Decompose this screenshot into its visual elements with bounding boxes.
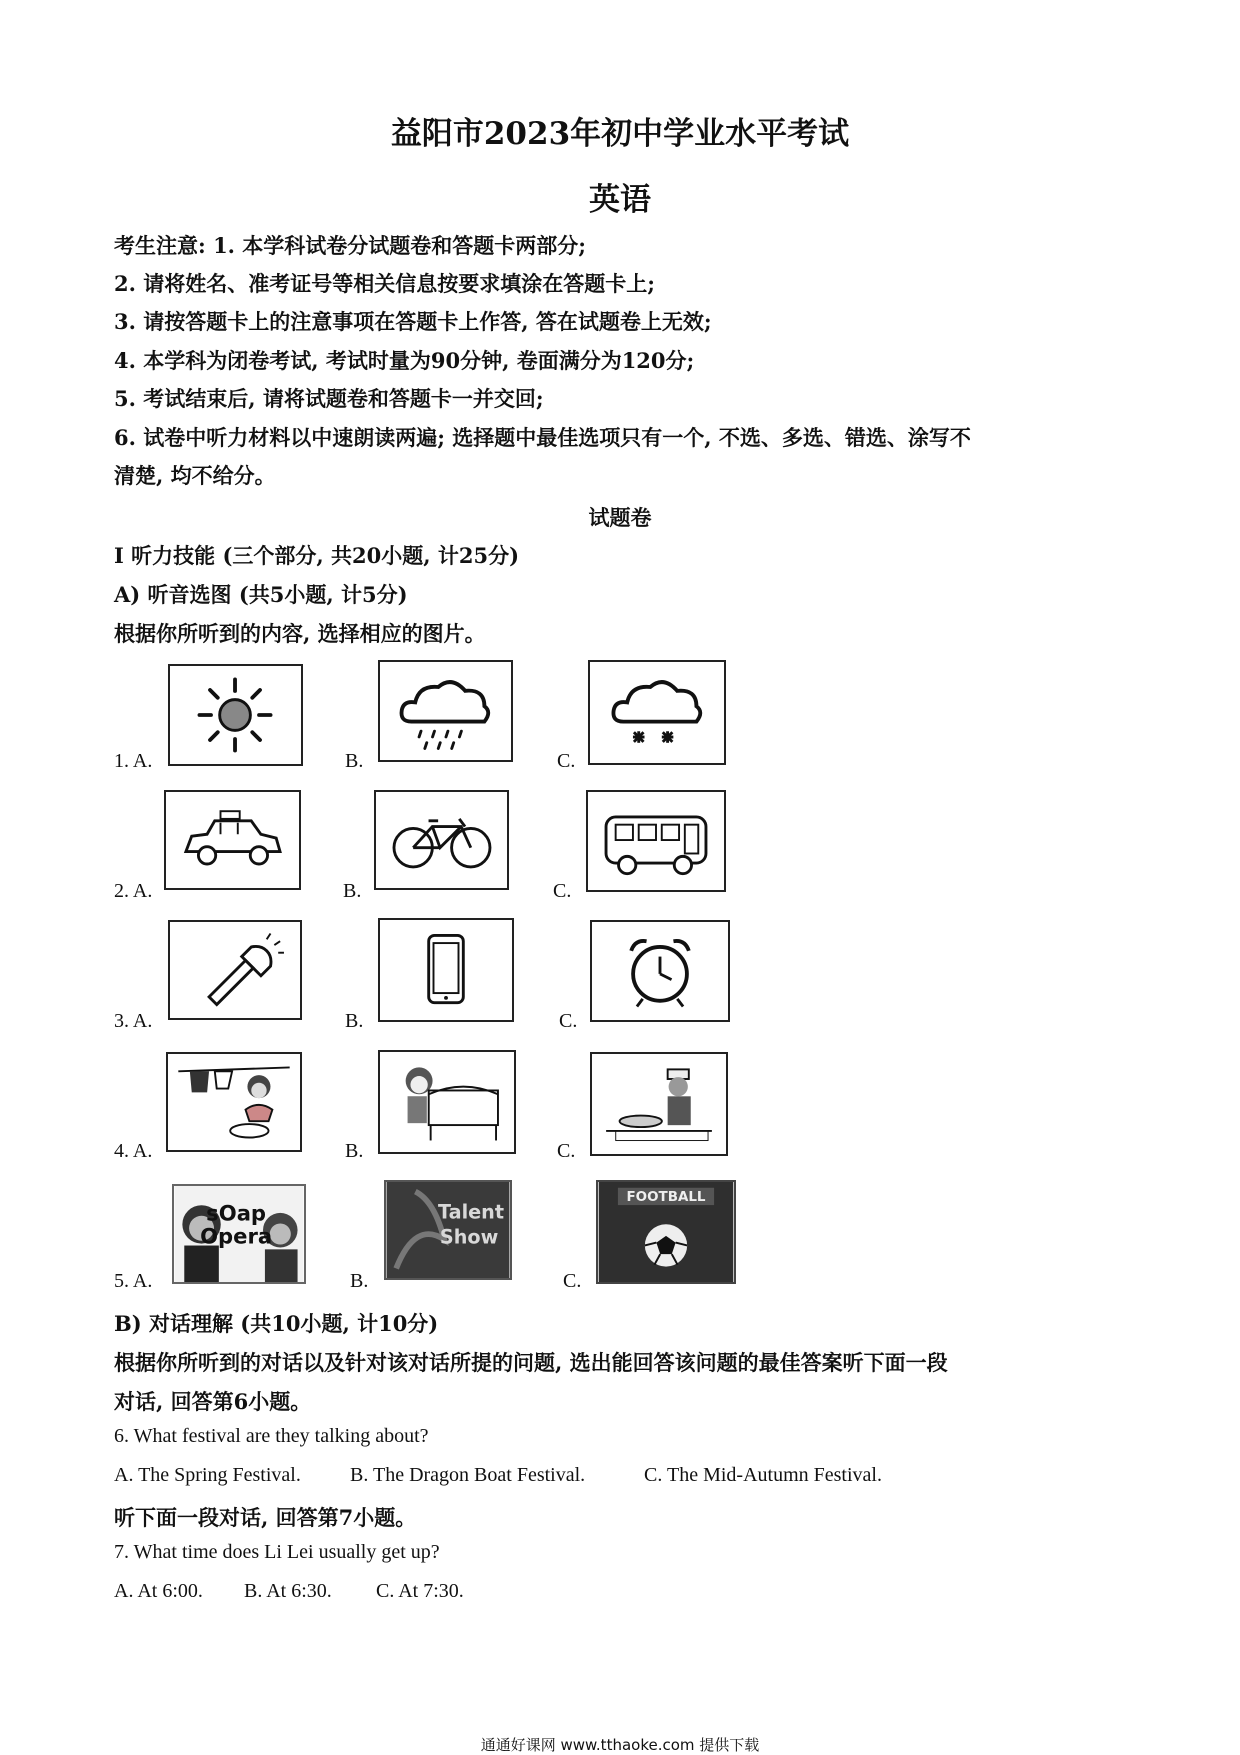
alarm-clock-icon: [590, 920, 730, 1022]
option-label: C.: [559, 1010, 578, 1032]
sectionA-title: A) 听音选图 (共5小题, 计5分): [114, 582, 408, 607]
talent-show-poster: [384, 1180, 512, 1280]
q7-option-c: C. At 7:30.: [376, 1580, 464, 1602]
notice-line: 6. 试卷中听力材料以中速朗读两遍; 选择题中最佳选项只有一个, 不选、多选、错选、涂写不: [114, 425, 971, 450]
flashlight-icon: [168, 920, 302, 1020]
question-7: 7. What time does Li Lei usually get up?: [114, 1541, 440, 1563]
sun-icon: [168, 664, 303, 766]
exam-title: 益阳市2023年初中学业水平考试: [390, 116, 850, 152]
sectionA-instruction: 根据你所听到的内容, 选择相应的图片。: [114, 621, 486, 646]
q6-option-a: A. The Spring Festival.: [114, 1464, 301, 1486]
q6-option-b: B. The Dragon Boat Festival.: [350, 1464, 586, 1486]
option-label: B.: [345, 1010, 364, 1032]
q7-intro: 听下面一段对话, 回答第7小题。: [114, 1505, 417, 1530]
option-label: 5. A.: [114, 1270, 153, 1292]
sectionB-instruction: 根据你所听到的对话以及针对该对话所提的问题, 选出能回答该问题的最佳答案听下面一段: [114, 1350, 948, 1375]
q7-option-a: A. At 6:00.: [114, 1580, 203, 1602]
question-6: 6. What festival are they talking about?: [114, 1425, 429, 1447]
poster-text: sOap: [206, 1200, 267, 1226]
poster-text: Opera: [200, 1223, 273, 1249]
notice-line: 5. 考试结束后, 请将试题卷和答题卡一并交回;: [114, 386, 544, 411]
option-label: 1. A.: [114, 750, 153, 772]
option-label: B.: [343, 880, 362, 902]
taxi-icon: [164, 790, 301, 890]
rain-cloud-icon: [378, 660, 513, 762]
making-bed-image: [378, 1050, 516, 1154]
option-label: 3. A.: [114, 1010, 153, 1032]
paper-label: 试题卷: [588, 505, 652, 530]
snow-cloud-icon: [588, 660, 726, 765]
notice-line: 清楚, 均不给分。: [114, 463, 276, 488]
option-label: B.: [350, 1270, 369, 1292]
subject-title: 英语: [589, 182, 651, 218]
part1-title: I 听力技能 (三个部分, 共20小题, 计25分): [114, 543, 520, 568]
option-label: C.: [557, 1140, 576, 1162]
q6-option-c: C. The Mid-Autumn Festival.: [644, 1464, 882, 1486]
washing-dishes-image: [590, 1052, 728, 1156]
sectionB-instruction: 对话, 回答第6小题。: [114, 1389, 312, 1414]
option-label: C.: [563, 1270, 582, 1292]
washing-clothes-image: [166, 1052, 302, 1152]
sectionB-title: B) 对话理解 (共10小题, 计10分): [114, 1311, 439, 1336]
q7-option-b: B. At 6:30.: [244, 1580, 332, 1602]
soap-opera-poster: [172, 1184, 306, 1284]
bicycle-icon: [374, 790, 509, 890]
option-label: B.: [345, 1140, 364, 1162]
tablet-icon: [378, 918, 514, 1022]
poster-text: Show: [439, 1225, 499, 1249]
option-label: C.: [557, 750, 576, 772]
footer: 通通好课网 www.tthaoke.com 提供下载: [480, 1736, 760, 1754]
notice-line: 考生注意: 1. 本学科试卷分试题卷和答题卡两部分;: [114, 233, 587, 258]
notice-line: 4. 本学科为闭卷考试, 考试时量为90分钟, 卷面满分为120分;: [114, 348, 695, 373]
notice-line: 3. 请按答题卡上的注意事项在答题卡上作答, 答在试题卷上无效;: [114, 309, 712, 334]
option-label: 4. A.: [114, 1140, 153, 1162]
option-label: 2. A.: [114, 880, 153, 902]
option-label: B.: [345, 750, 364, 772]
poster-text: Talent: [438, 1200, 505, 1224]
option-label: C.: [553, 880, 572, 902]
poster-text: FOOTBALL: [626, 1190, 706, 1206]
football-poster: [596, 1180, 736, 1284]
bus-icon: [586, 790, 726, 892]
notice-line: 2. 请将姓名、准考证号等相关信息按要求填涂在答题卡上;: [114, 271, 655, 296]
